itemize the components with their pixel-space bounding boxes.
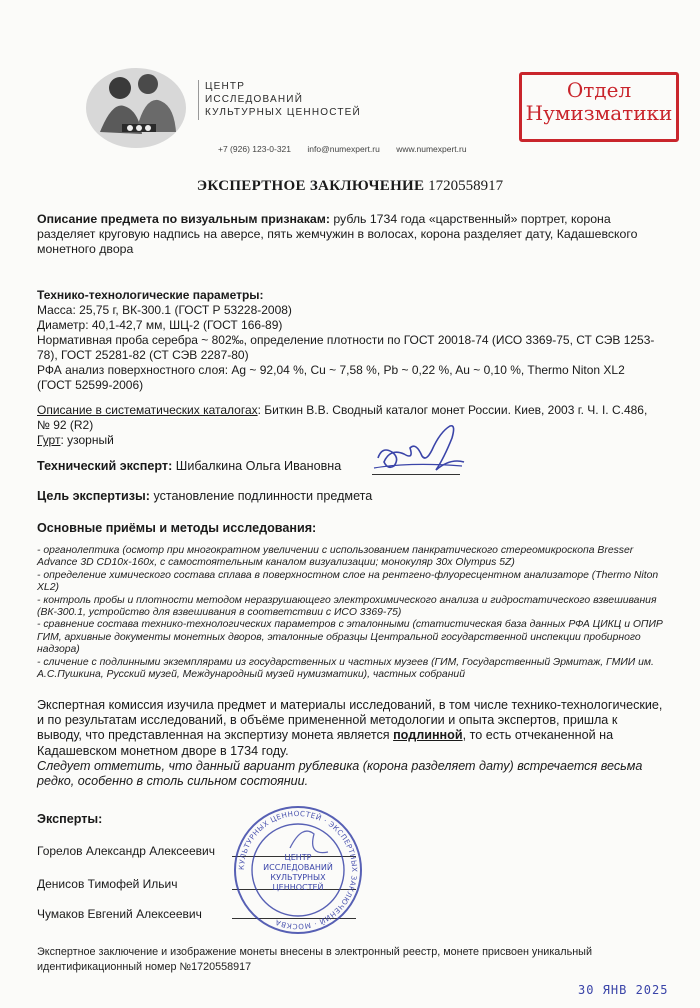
round-stamp-center-4: ЦЕННОСТЕЙ (272, 883, 324, 892)
description-label: Описание предмета по визуальным признакам: (37, 212, 330, 226)
expert-name: Шибалкина Ольга Ивановна (172, 459, 342, 473)
tech-purity: Нормативная проба серебра ~ 802‰, определение плотности по ГОСТ 20018-74 (ИСО 3369-75, СТ СЭВ 1253-78), ГОСТ 25281-82 (СТ СЭВ 2287-80) (37, 333, 655, 362)
round-stamp-center-1: ЦЕНТР (284, 853, 312, 862)
round-stamp-ring-text: КУЛЬТУРНЫХ ЦЕННОСТЕЙ · ЭКСПЕРТНЫХ ЗАКЛЮЧЕНИЙ · МОСКВА (236, 808, 360, 932)
description-text: рубль 1734 года «царственный» портрет, корона разделяет круговую надпись на аверсе, пять жемчужин в волосах, корона разделяет дату, Кадашевского монетного двора (37, 212, 638, 257)
methods-list (37, 545, 663, 681)
expert-row-2: Денисов Тимофей Ильич (37, 877, 178, 891)
website: www.numexpert.ru (396, 144, 467, 154)
date-stamp: 30 ЯНВ 2025 (578, 983, 669, 997)
round-stamp-center-3: КУЛЬТУРНЫХ (270, 873, 326, 882)
title-number: 1720558917 (428, 178, 504, 194)
expert-row-1: Горелов Александр Алексеевич (37, 844, 215, 858)
org-line-3: КУЛЬТУРНЫХ ЦЕННОСТЕЙ (205, 107, 361, 118)
contacts-row (218, 144, 481, 154)
expert-row-3: Чумаков Евгений Алексеевич (37, 907, 202, 921)
tech-section (37, 288, 659, 393)
expert-section (37, 459, 659, 474)
methods-item: - органолептика (осмотр при многократном увеличении с использованием панкратического стереомикроскопа Bresser Advance 3D CD10x-160x, с самостоятельным каналом визуализации; монокуляр 30x Olympus 5Z) (37, 545, 634, 569)
conclusion-note: Следует отметить, что данный вариант рублевика (корона разделяет дату) встречается весьма редко, особенно в столь сильном состоянии. (37, 758, 643, 789)
document-title (0, 178, 700, 195)
methods-item: - определение химического состава сплава в поверхностном слое на рентгено-флуоресцентном анализаторе (Thermo Niton XL2) (37, 569, 659, 594)
catalog-label: Описание в систематических каталогах (37, 403, 258, 417)
goal-label: Цель экспертизы: (37, 489, 150, 503)
tech-diameter: Диаметр: 40,1-42,7 мм, ШЦ-2 (ГОСТ 166-89) (37, 318, 283, 332)
methods-item: - контроль пробы и плотности методом неразрушающего электрохимического анализа и гидростатического взвешивания (ВК-300.1, устройство для взвешивания в соответствии с ИСО 3369-75) (37, 594, 657, 619)
department-stamp-line-1: Отдел (566, 78, 632, 102)
tech-label: Технико-технологические параметры: (37, 288, 264, 302)
phone: +7 (926) 123-0-321 (218, 144, 292, 154)
description-section (37, 212, 659, 258)
footer-note: Экспертное заключение и изображение монеты внесены в электронный реестр, монете присвоен уникальный идентификационный номер №1720558917 (37, 946, 592, 973)
tech-xrf: РФА анализ поверхностного слоя: Ag ~ 92,04 %, Cu ~ 7,58 %, Pb ~ 0,22 %, Au ~ 0,10 %, Thermo Niton XL2 (ГОСТ 52599-2006) (37, 363, 625, 392)
methods-label: Основные приёмы и методы исследования: (37, 521, 317, 535)
goal-text: установление подлинности предмета (149, 489, 373, 503)
department-stamp (519, 72, 679, 142)
methods-item: - сличение с подлинными экземплярами из государственных и частных музеев (ГИМ, Государственный Эрмитаж, ГМИИ им. А.С.Пушкина, Русский музей, Международный музей нумизматики), частных собраний (37, 656, 654, 681)
tech-mass: Масса: 25,75 г, ВК-300.1 (ГОСТ Р 53228-2008) (37, 303, 292, 317)
org-name (205, 80, 361, 119)
expert-signature (370, 418, 470, 480)
round-stamp (232, 804, 364, 936)
header-divider (198, 80, 199, 120)
methods-item: - сравнение состава технико-технологических параметров с эталонными (статистическая база данных РФА ЦИКЦ и ОПИР ГИМ, архивные документы монетных дворов, эталонные образцы Центральной государственной инспекции пробирного надзора) (37, 619, 663, 656)
logo-emblem (82, 62, 190, 150)
conclusion-section (37, 698, 663, 789)
methods-heading (37, 521, 659, 536)
conclusion-text-1: Экспертная комиссия изучила предмет и материалы исследований, в том числе технико-технологические, и по результатам исследований, в объёме примененной методологии и опыта экспертов, пришла к выводу, что представленная на экспертизу монета является (37, 698, 663, 743)
conclusion-text-2: , то есть отчеканенной на Кадашевском монетном дворе в 1734 году. (37, 728, 614, 758)
expert-label: Технический эксперт: (37, 459, 173, 473)
conclusion-verdict: подлинной (393, 728, 463, 743)
email: info@numexpert.ru (307, 144, 380, 154)
org-line-1: ЦЕНТР (205, 81, 246, 92)
catalog-section (37, 403, 659, 448)
edge-text: : узорный (60, 433, 114, 447)
round-stamp-center-2: ИССЛЕДОВАНИЙ (263, 863, 333, 872)
catalog-text: : Биткин В.В. Сводный каталог монет России. Киев, 2003 г. Ч. I. С.486, № 92 (R2) (37, 403, 648, 432)
org-line-2: ИССЛЕДОВАНИЙ (205, 94, 304, 105)
experts-label: Эксперты: (37, 812, 103, 826)
edge-label: Гурт (37, 433, 61, 447)
title-label: ЭКСПЕРТНОЕ ЗАКЛЮЧЕНИЕ (196, 178, 425, 194)
department-stamp-line-2: Нумизматики (525, 101, 673, 125)
goal-section (37, 489, 659, 504)
